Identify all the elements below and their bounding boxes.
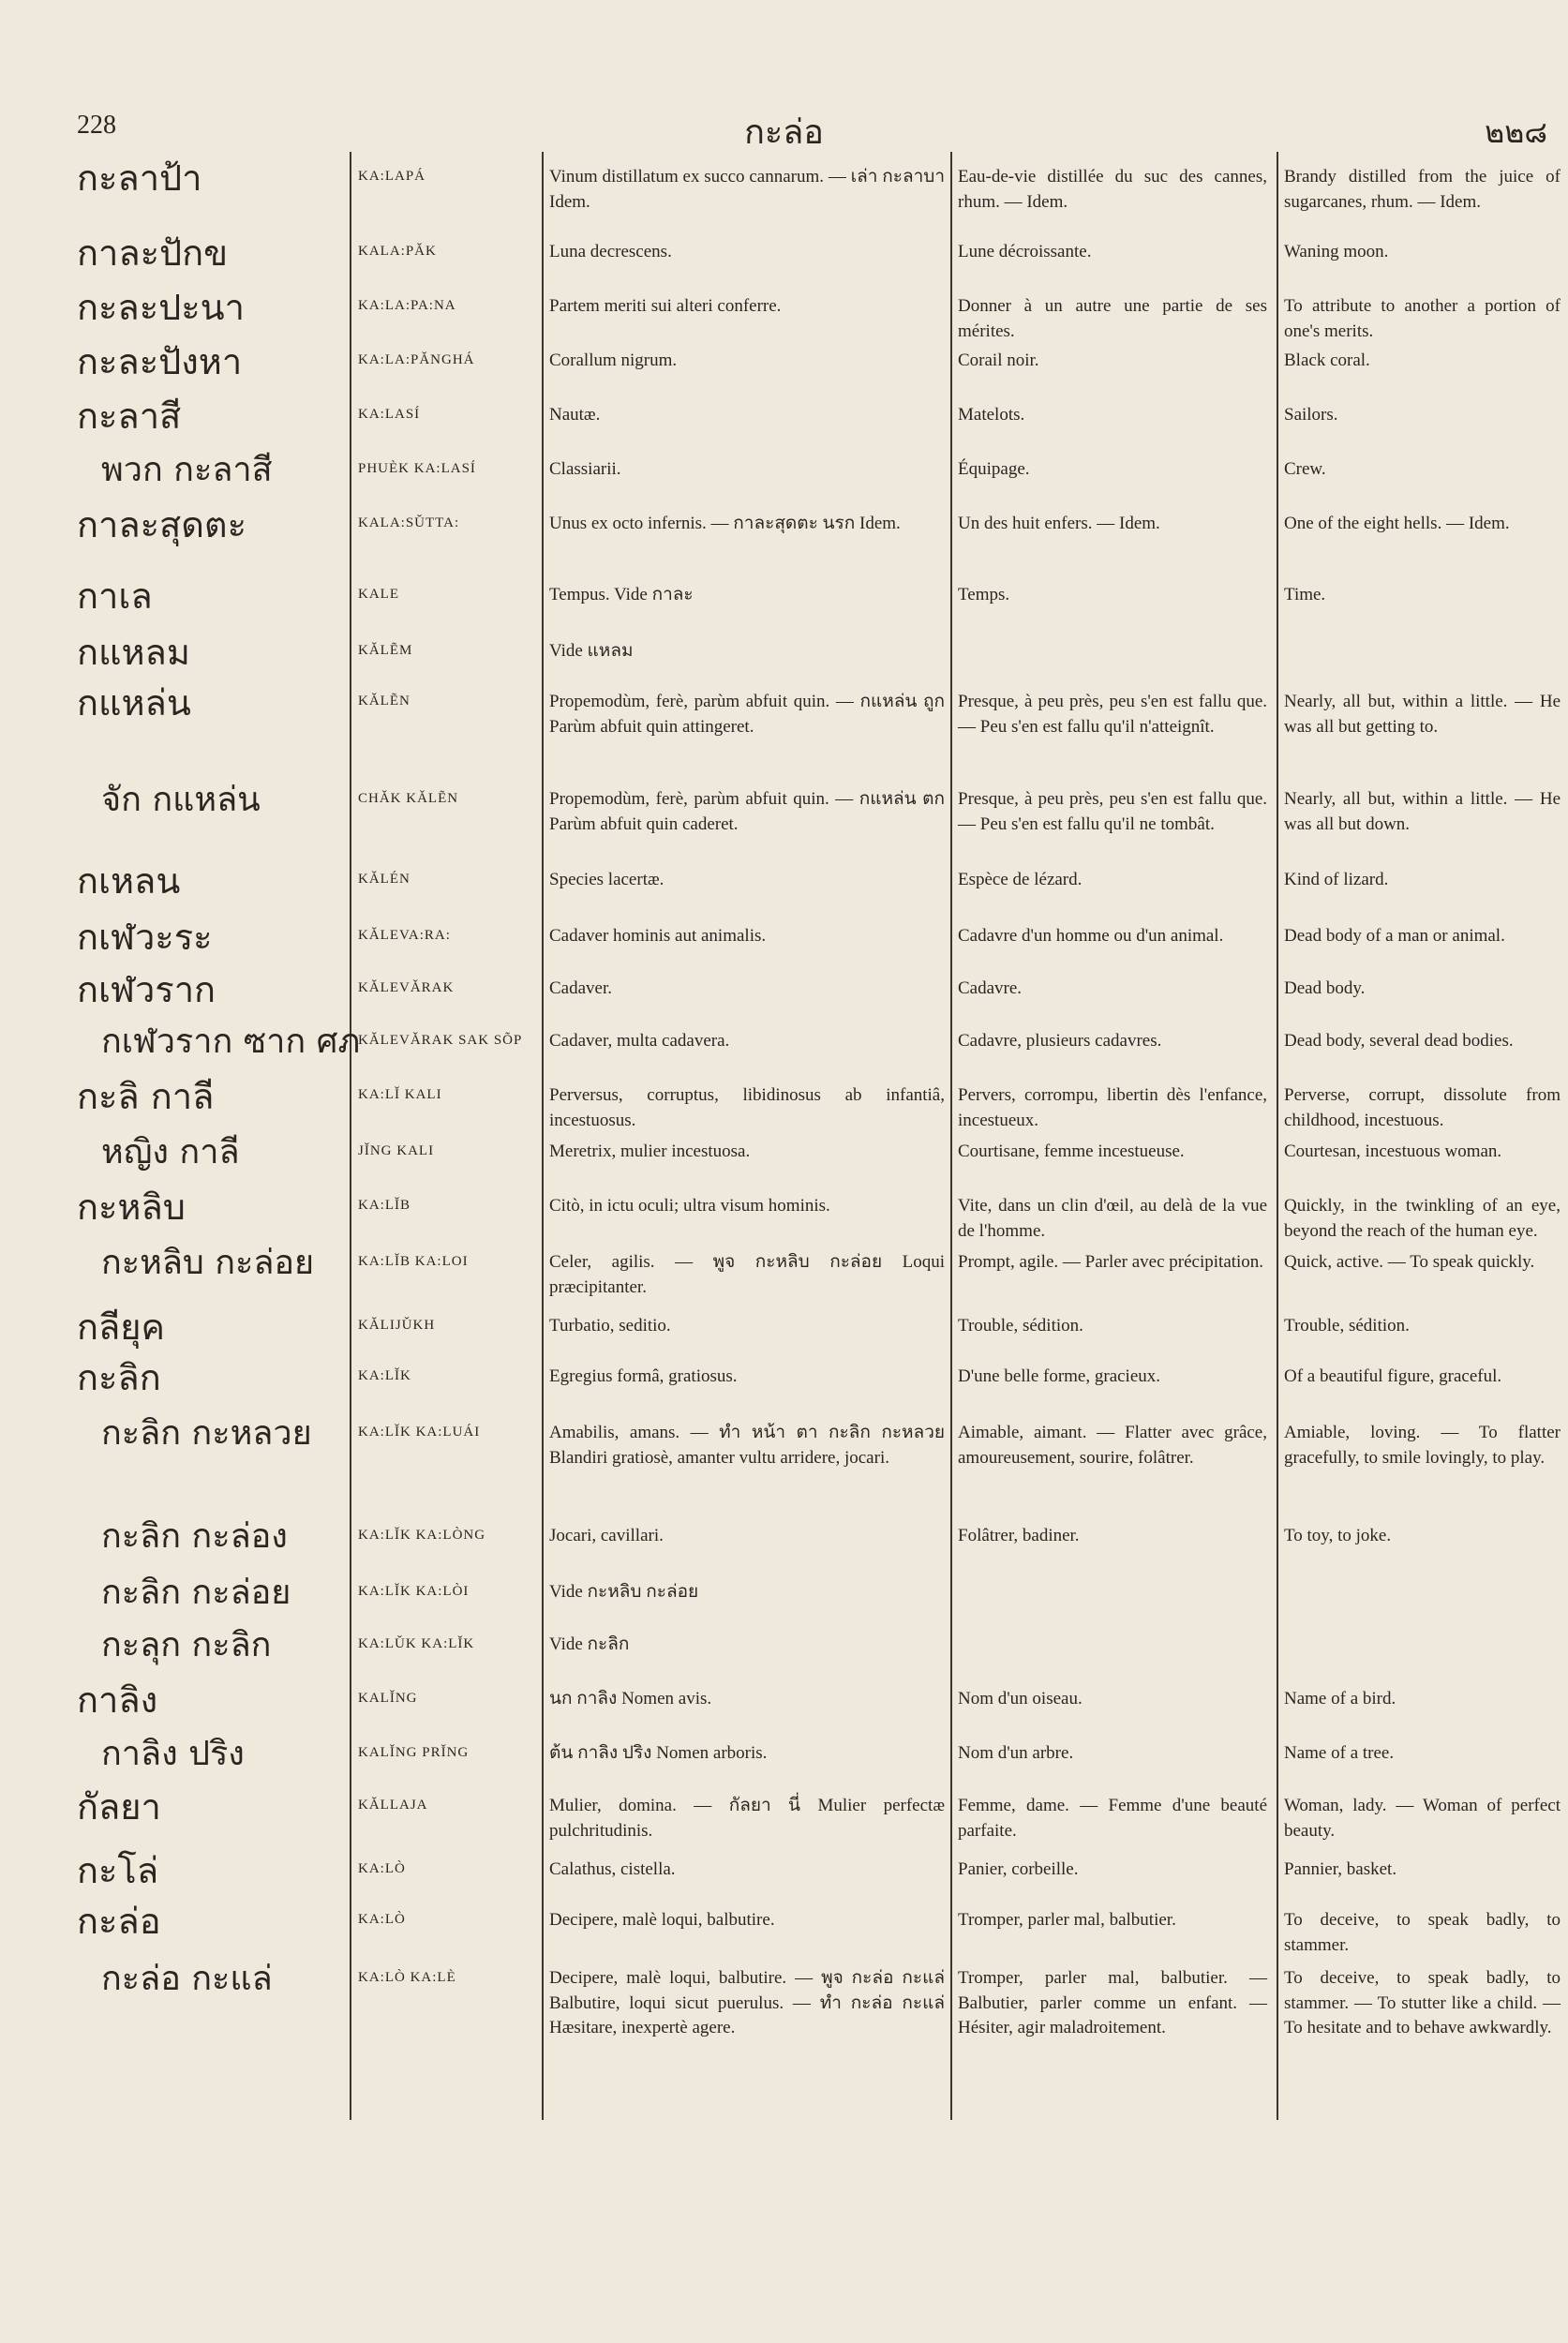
- french-definition: Matelots.: [958, 405, 1025, 425]
- romanization: KǍLIJǓKH: [358, 1318, 436, 1333]
- latin-definition: Vinum distillatum ex succo cannarum. — เล่า กะลาบา Idem.: [549, 167, 945, 212]
- romanization: KA:LǏK KA:LÒI: [358, 1584, 470, 1599]
- latin-definition: Corallum nigrum.: [549, 351, 678, 370]
- french-definition: Espèce de lézard.: [958, 870, 1083, 889]
- latin-definition: Jocari, cavillari.: [549, 1526, 664, 1545]
- headword: กาละสุดตะ: [77, 504, 247, 545]
- french-definition: Trouble, sédition.: [958, 1316, 1083, 1336]
- french-definition: Panier, corbeille.: [958, 1859, 1079, 1879]
- english-definition: [1284, 634, 1561, 639]
- english-definition: Waning moon.: [1284, 242, 1389, 261]
- french-definition: Prompt, agile. — Parler avec précipitation.: [958, 1252, 1264, 1272]
- english-definition: Name of a tree.: [1284, 1743, 1395, 1763]
- latin-definition: ต้น กาลิง ปริง Nomen arboris.: [549, 1743, 768, 1763]
- latin-definition: Cadaver hominis aut animalis.: [549, 926, 767, 946]
- english-definition: Dead body, several dead bodies.: [1284, 1031, 1514, 1051]
- latin-definition: Mulier, domina. — กัลยา นี่ Mulier perfectæ pulchritudinis.: [549, 1796, 945, 1841]
- latin-definition: Vide แหลม: [549, 641, 634, 661]
- headword: กเฬวราก: [77, 969, 217, 1010]
- french-definition: Aimable, aimant. — Flatter avec grâce, amoureusement, sourire, folâtrer.: [958, 1423, 1267, 1468]
- french-definition: Lune décroissante.: [958, 242, 1092, 261]
- romanization: KǍLẼM: [358, 643, 413, 658]
- romanization: KǍLÉN: [358, 872, 411, 887]
- french-definition: Nom d'un arbre.: [958, 1743, 1074, 1763]
- english-definition: To deceive, to speak badly, to stammer.: [1284, 1910, 1561, 1955]
- headword: กาลิง: [77, 1679, 158, 1721]
- headword: กะลิก กะหลวย: [101, 1414, 312, 1453]
- page-number-left: 228: [77, 111, 116, 140]
- latin-definition: Vide กะหลิบ กะล่อย: [549, 1582, 699, 1602]
- french-definition: Eau-de-vie distillée du suc des cannes, rhum. — Idem.: [958, 167, 1267, 212]
- latin-definition: Propemodùm, ferè, parùm abfuit quin. — กแหล่น ตก Parùm abfuit quin caderet.: [549, 789, 945, 834]
- headword: กะละปังหา: [77, 341, 243, 382]
- french-definition: Équipage.: [958, 459, 1030, 479]
- headword: กะล่อ กะแล่: [101, 1960, 273, 1998]
- headword: กะลิก กะล่อย: [101, 1574, 291, 1612]
- headword: กาละปักข: [77, 232, 229, 274]
- french-definition: Folâtrer, badiner.: [958, 1526, 1080, 1545]
- headword: กะลิ กาลี: [77, 1076, 215, 1117]
- headword: กเฬวราก ซาก ศภ: [101, 1022, 361, 1061]
- french-definition: Nom d'un oiseau.: [958, 1689, 1083, 1709]
- french-definition: Un des huit enfers. — Idem.: [958, 514, 1160, 533]
- english-definition: Name of a bird.: [1284, 1689, 1396, 1709]
- french-definition: [958, 1574, 1267, 1580]
- romanization: KA:LÒ: [358, 1912, 406, 1927]
- romanization: KA:LAPÁ: [358, 169, 426, 184]
- page-number-right: ๒๒๘: [1485, 114, 1547, 150]
- english-definition: Time.: [1284, 585, 1326, 604]
- french-definition: Tromper, parler mal, balbutier. — Balbutier, parler comme un enfant. — Hésiter, agir maladroitement.: [958, 1968, 1267, 2038]
- latin-definition: Turbatio, seditio.: [549, 1316, 671, 1336]
- romanization: KǍLEVǍRAK: [358, 980, 455, 995]
- english-definition: To deceive, to speak badly, to stammer. — To stutter like a child. — To hesitate and to behave awkwardly.: [1284, 1968, 1561, 2038]
- romanization: KA:LǏK KA:LÒNG: [358, 1528, 486, 1543]
- romanization: PHUÈK KA:LASÍ: [358, 461, 476, 476]
- romanization: KALA:SǓTTA:: [358, 515, 460, 530]
- headword: กแหล่น: [77, 682, 191, 724]
- latin-definition: Perversus, corruptus, libidinosus ab infantiâ, incestuosus.: [549, 1085, 945, 1130]
- headword: กแหลม: [77, 632, 190, 673]
- latin-definition: นก กาลิง Nomen avis.: [549, 1689, 712, 1709]
- romanization: JǏNG KALI: [358, 1143, 435, 1158]
- headword: กะลุก กะลิก: [101, 1626, 272, 1664]
- column-divider: [1277, 152, 1278, 2120]
- english-definition: Brandy distilled from the juice of sugarcanes, rhum. — Idem.: [1284, 167, 1561, 212]
- romanization: KA:LǏB: [358, 1198, 411, 1213]
- headword: กะลาป้า: [77, 157, 202, 199]
- latin-definition: Citò, in ictu oculi; ultra visum hominis.: [549, 1196, 830, 1216]
- latin-definition: Amabilis, amans. — ทำ หน้า ตา กะลิก กะหลวย Blandiri gratiosè, amanter vultu arridere, jocari.: [549, 1423, 945, 1468]
- english-definition: Woman, lady. — Woman of perfect beauty.: [1284, 1796, 1561, 1841]
- latin-definition: Vide กะลิก: [549, 1634, 630, 1654]
- french-definition: Cadavre.: [958, 978, 1023, 998]
- english-definition: Of a beautiful figure, graceful.: [1284, 1366, 1502, 1386]
- romanization: KA:LǏK: [358, 1368, 411, 1383]
- english-definition: Trouble, sédition.: [1284, 1316, 1410, 1336]
- page-title: กะล่อ: [744, 113, 824, 152]
- english-definition: Nearly, all but, within a little. — He was all but down.: [1284, 789, 1561, 834]
- french-definition: Pervers, corrompu, libertin dès l'enfance, incestueux.: [958, 1085, 1267, 1130]
- romanization: KALǏNG: [358, 1691, 418, 1706]
- latin-definition: Unus ex octo infernis. — กาละสุดตะ นรก Idem.: [549, 514, 901, 533]
- romanization: KǍLEVǍRAK SAK SÕP: [358, 1033, 523, 1048]
- latin-definition: Decipere, malè loqui, balbutire.: [549, 1910, 775, 1930]
- french-definition: Vite, dans un clin d'œil, au delà de la vue de l'homme.: [958, 1196, 1267, 1241]
- romanization: KǍLLAJA: [358, 1798, 428, 1813]
- romanization: KA:LǏ KALI: [358, 1087, 442, 1102]
- french-definition: Corail noir.: [958, 351, 1039, 370]
- french-definition: D'une belle forme, gracieux.: [958, 1366, 1161, 1386]
- latin-definition: Egregius formâ, gratiosus.: [549, 1366, 738, 1386]
- english-definition: Amiable, loving. — To flatter gracefully, to smile lovingly, to play.: [1284, 1423, 1561, 1468]
- english-definition: [1284, 1574, 1561, 1580]
- latin-definition: Calathus, cistella.: [549, 1859, 676, 1879]
- latin-definition: Decipere, malè loqui, balbutire. — พูจ กะล่อ กะแล่ Balbutire, loqui sicut puerulus. — ทำ กะล่อ กะแล่ Hæsitare, inexpertè agere.: [549, 1968, 945, 2038]
- romanization: KA:LǓK KA:LǏK: [358, 1636, 475, 1651]
- french-definition: Tromper, parler mal, balbutier.: [958, 1910, 1176, 1930]
- romanization: KA:LÒ: [358, 1861, 406, 1876]
- headword: กะลิก กะล่อง: [101, 1517, 288, 1556]
- french-definition: [958, 1627, 1267, 1633]
- english-definition: Perverse, corrupt, dissolute from childhood, incestuous.: [1284, 1085, 1561, 1130]
- english-definition: Dead body.: [1284, 978, 1366, 998]
- romanization: KA:LǏK KA:LUÁI: [358, 1425, 481, 1440]
- english-definition: To toy, to joke.: [1284, 1526, 1392, 1545]
- english-definition: Nearly, all but, within a little. — He was all but getting to.: [1284, 692, 1561, 737]
- english-definition: Crew.: [1284, 459, 1326, 479]
- headword: กาเล: [77, 575, 153, 617]
- column-divider: [950, 152, 952, 2120]
- romanization: KALE: [358, 587, 399, 602]
- latin-definition: Cadaver.: [549, 978, 613, 998]
- french-definition: Cadavre d'un homme ou d'un animal.: [958, 926, 1224, 946]
- french-definition: Cadavre, plusieurs cadavres.: [958, 1031, 1162, 1051]
- latin-definition: Species lacertæ.: [549, 870, 665, 889]
- romanization: KA:LA:PA:NA: [358, 298, 456, 313]
- headword: กาลิง ปริง: [101, 1735, 245, 1773]
- english-definition: [1284, 1627, 1561, 1633]
- latin-definition: Propemodùm, ferè, parùm abfuit quin. — กแหล่น ถูก Parùm abfuit quin attingeret.: [549, 692, 945, 737]
- english-definition: Dead body of a man or animal.: [1284, 926, 1505, 946]
- headword: กัลยา: [77, 1786, 161, 1828]
- headword: กะโล่: [77, 1850, 159, 1891]
- headword: กลียุค: [77, 1306, 165, 1348]
- latin-definition: Classiarii.: [549, 459, 621, 479]
- romanization: KALA:PǍK: [358, 244, 437, 259]
- english-definition: Pannier, basket.: [1284, 1859, 1397, 1879]
- romanization: KA:LASÍ: [358, 407, 421, 422]
- romanization: KA:LA:PǍNGHÁ: [358, 352, 475, 367]
- english-definition: Courtesan, incestuous woman.: [1284, 1142, 1502, 1161]
- headword: หญิง กาลี: [101, 1133, 240, 1172]
- headword: กะหลิบ: [77, 1186, 186, 1228]
- headword: กเหลน: [77, 860, 181, 902]
- latin-definition: Celer, agilis. — พูจ กะหลิบ กะล่อย Loqui præcipitanter.: [549, 1252, 945, 1297]
- latin-definition: Cadaver, multa cadavera.: [549, 1031, 730, 1051]
- headword: พวก กะลาสี: [101, 451, 273, 489]
- romanization: KALǏNG PRǏNG: [358, 1745, 470, 1760]
- headword: กะล่อ: [77, 1901, 161, 1942]
- french-definition: Temps.: [958, 585, 1010, 604]
- latin-definition: Meretrix, mulier incestuosa.: [549, 1142, 751, 1161]
- french-definition: Courtisane, femme incestueuse.: [958, 1142, 1185, 1161]
- french-definition: Presque, à peu près, peu s'en est fallu que. — Peu s'en est fallu qu'il ne tombât.: [958, 789, 1267, 834]
- english-definition: Kind of lizard.: [1284, 870, 1389, 889]
- romanization: KǍLEVA:RA:: [358, 928, 451, 943]
- english-definition: Black coral.: [1284, 351, 1370, 370]
- english-definition: Quickly, in the twinkling of an eye, beyond the reach of the human eye.: [1284, 1196, 1561, 1241]
- romanization: CHǍK KǍLẼN: [358, 791, 459, 806]
- french-definition: [958, 634, 1267, 639]
- latin-definition: Nautæ.: [549, 405, 601, 425]
- headword: จัก กแหล่น: [101, 781, 261, 819]
- latin-definition: Tempus. Vide กาละ: [549, 585, 694, 604]
- latin-definition: Partem meriti sui alteri conferre.: [549, 296, 782, 316]
- english-definition: To attribute to another a portion of one's merits.: [1284, 296, 1561, 341]
- romanization: KA:LÒ KA:LÈ: [358, 1970, 456, 1985]
- french-definition: Presque, à peu près, peu s'en est fallu que. — Peu s'en est fallu qu'il n'atteignît.: [958, 692, 1267, 737]
- headword: กะลิก: [77, 1357, 161, 1398]
- headword: กเฬวะระ: [77, 917, 213, 958]
- latin-definition: Luna decrescens.: [549, 242, 672, 261]
- column-divider: [542, 152, 544, 2120]
- french-definition: Donner à un autre une partie de ses mérites.: [958, 296, 1267, 341]
- english-definition: Sailors.: [1284, 405, 1338, 425]
- english-definition: One of the eight hells. — Idem.: [1284, 514, 1510, 533]
- headword: กะหลิบ กะล่อย: [101, 1244, 315, 1282]
- romanization: KA:LǏB KA:LOI: [358, 1254, 469, 1269]
- headword: กะลาสี: [77, 395, 182, 437]
- english-definition: Quick, active. — To speak quickly.: [1284, 1252, 1535, 1272]
- headword: กะละปะนา: [77, 287, 245, 328]
- french-definition: Femme, dame. — Femme d'une beauté parfaite.: [958, 1796, 1267, 1841]
- romanization: KǍLẼN: [358, 694, 411, 709]
